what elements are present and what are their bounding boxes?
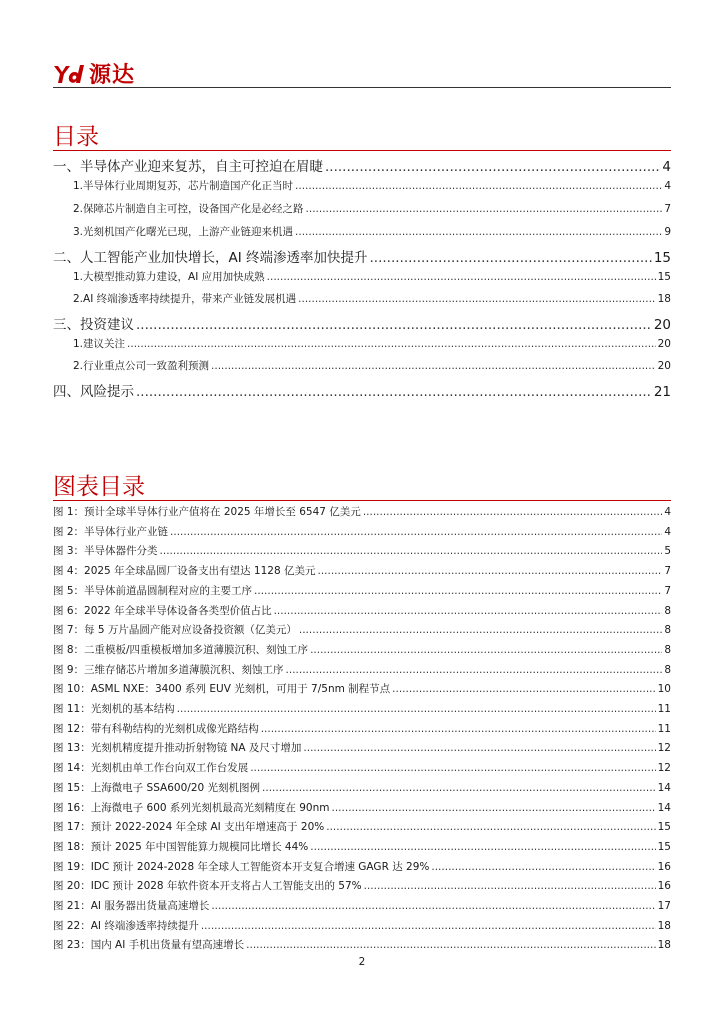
toc-entry-page: 4 <box>664 180 671 192</box>
toc-entry-page: 20 <box>653 317 671 333</box>
figure-entry[interactable] <box>53 839 671 855</box>
figure-entry-page: 8 <box>664 644 671 656</box>
figure-entry[interactable] <box>53 819 671 835</box>
figure-entry[interactable] <box>53 642 671 658</box>
figure-entry-label: 图 2：半导体行业产业链 <box>53 526 169 538</box>
figure-entry-page: 4 <box>664 506 671 518</box>
page-number: 2 <box>358 956 366 968</box>
figure-entry[interactable] <box>53 603 671 619</box>
toc-entry-label: 3.光刻机国产化曙光已现，上游产业链迎来机遇 <box>73 226 294 238</box>
dot-leader <box>261 723 656 735</box>
toc-chapter-entry[interactable] <box>53 313 671 333</box>
figure-entry[interactable] <box>53 800 671 816</box>
dot-leader <box>326 821 655 833</box>
figure-entry-page: 17 <box>657 900 671 912</box>
figure-entry-label: 图 13：光刻机精度提升推动折射物镜 NA 及尺寸增加 <box>53 742 302 754</box>
dot-leader <box>392 683 655 695</box>
dot-leader <box>136 384 652 400</box>
figure-entry-page: 8 <box>664 664 671 676</box>
toc-entry-page: 15 <box>657 271 671 283</box>
Yd-logo-icon <box>53 64 87 84</box>
toc-entry-label: 一、半导体产业迎来复苏，自主可控迫在眉睫 <box>53 159 323 175</box>
toc-title: 目录 <box>53 124 99 150</box>
figure-entry-page: 11 <box>657 723 671 735</box>
figure-entry-label: 图 1：预计全球半导体行业产值将在 2025 年增长至 6547 亿美元 <box>53 506 361 518</box>
dot-leader <box>299 624 662 636</box>
toc-entry-label: 二、人工智能产业加快增长，AI 终端渗透率加快提升 <box>53 250 368 266</box>
dot-leader <box>431 861 655 873</box>
dot-leader <box>160 545 663 557</box>
figure-entry[interactable] <box>53 721 671 737</box>
dot-leader <box>250 762 655 774</box>
figure-entry[interactable] <box>53 760 671 776</box>
dot-leader <box>303 742 655 754</box>
figure-entry-page: 14 <box>657 802 671 814</box>
dot-leader <box>295 226 662 238</box>
dot-leader <box>274 605 663 617</box>
figure-entry[interactable] <box>53 543 671 559</box>
toc-entry-page: 18 <box>657 293 671 305</box>
dot-leader <box>201 920 656 932</box>
figure-entry-page: 15 <box>657 821 671 833</box>
toc-entry-label: 1.半导体行业周期复苏，芯片制造国产化正当时 <box>73 180 294 192</box>
figure-entry-page: 16 <box>657 880 671 892</box>
dot-leader <box>254 585 662 597</box>
dot-leader <box>262 782 656 794</box>
figure-entry-label: 图 16：上海微电子 600 系列光刻机最高光刻精度在 90nm <box>53 802 330 814</box>
figure-entry-label: 图 12：带有科勒结构的光刻机成像光路结构 <box>53 723 259 735</box>
figure-entry-page: 7 <box>664 565 671 577</box>
dot-leader <box>177 703 656 715</box>
dot-leader <box>298 293 655 305</box>
figure-entry[interactable] <box>53 898 671 914</box>
dot-leader <box>136 317 652 333</box>
dot-leader <box>332 802 656 814</box>
figure-entry-label: 图 8：二重模板/四重模板增加多道薄膜沉积、刻蚀工序 <box>53 644 309 656</box>
toc-entry-label: 2.保障芯片制造自主可控，设备国产化是必经之路 <box>73 203 304 215</box>
figure-entry-page: 16 <box>657 861 671 873</box>
figure-entry[interactable] <box>53 701 671 717</box>
logo-text: 源达 <box>89 63 136 88</box>
figure-entry-label: 图 4：2025 年全球晶圆厂设备支出有望达 1128 亿美元 <box>53 565 316 577</box>
toc-section-entry[interactable] <box>53 336 671 352</box>
dot-leader <box>246 939 655 951</box>
figure-entry-page: 7 <box>664 585 671 597</box>
figure-entry-label: 图 15：上海微电子 SSA600/20 光刻机图例 <box>53 782 261 794</box>
dot-leader <box>310 841 655 853</box>
dot-leader <box>306 203 663 215</box>
toc-entry-label: 2.AI 终端渗透率持续提升，带来产业链发展机遇 <box>73 293 297 305</box>
dot-leader <box>295 180 662 192</box>
figure-entry-page: 14 <box>657 782 671 794</box>
toc-entry-label: 1.建议关注 <box>73 338 126 350</box>
figure-entry[interactable] <box>53 504 671 520</box>
figure-entry-label: 图 9：三维存储芯片增加多道薄膜沉积、刻蚀工序 <box>53 664 284 676</box>
figure-entry[interactable] <box>53 681 671 697</box>
toc-entry-page: 4 <box>662 159 671 175</box>
figure-entry-page: 11 <box>657 703 671 715</box>
figures-title-divider <box>53 500 671 501</box>
figure-entry[interactable] <box>53 740 671 756</box>
figure-entry[interactable] <box>53 583 671 599</box>
figure-entry[interactable] <box>53 918 671 934</box>
dot-leader <box>363 506 663 518</box>
figure-entry-label: 图 14：光刻机由单工作台向双工作台发展 <box>53 762 249 774</box>
figure-entry-page: 18 <box>657 920 671 932</box>
toc-chapter-entry[interactable] <box>53 155 671 175</box>
figure-entry-label: 图 20：IDC 预计 2028 年软件资本开支将占人工智能支出的 57% <box>53 880 362 892</box>
figure-entry[interactable] <box>53 622 671 638</box>
dot-leader <box>211 360 656 372</box>
figure-entry-page: 12 <box>657 742 671 754</box>
figure-entry-page: 8 <box>664 624 671 636</box>
figure-entry[interactable] <box>53 937 671 953</box>
brand-logo <box>53 58 135 89</box>
toc-entry-page: 20 <box>657 338 671 350</box>
figure-entry-label: 图 21：AI 服务器出货量高速增长 <box>53 900 210 912</box>
figures-title: 图表目录 <box>53 474 145 500</box>
figure-entry[interactable] <box>53 524 671 540</box>
toc-section-entry[interactable] <box>53 291 671 307</box>
toc-section-entry[interactable] <box>53 269 671 285</box>
figure-entry[interactable] <box>53 563 671 579</box>
toc-entry-label: 2.行业重点公司一致盈利预测 <box>73 360 210 372</box>
header-divider <box>53 87 671 88</box>
figure-entry-label: 图 18：预计 2025 年中国智能算力规模同比增长 44% <box>53 841 309 853</box>
toc-entry-page: 9 <box>664 226 671 238</box>
toc-entry-page: 20 <box>657 360 671 372</box>
dot-leader <box>211 900 655 912</box>
toc-chapter-entry[interactable] <box>53 380 671 400</box>
figure-entry-label: 图 7：每 5 万片晶圆产能对应设备投资额（亿美元） <box>53 624 297 636</box>
dot-leader <box>317 565 662 577</box>
toc-entry-page: 7 <box>664 203 671 215</box>
figure-entry-label: 图 5：半导体前道晶圆制程对应的主要工序 <box>53 585 253 597</box>
toc-section-entry[interactable] <box>53 224 671 240</box>
figure-entry-page: 15 <box>657 841 671 853</box>
figure-entry-label: 图 10：ASML NXE：3400 系列 EUV 光刻机，可用于 7/5nm 制程节点 <box>53 683 391 695</box>
figure-entry-page: 12 <box>657 762 671 774</box>
figure-entry-label: 图 3：半导体器件分类 <box>53 545 158 557</box>
figure-entry-page: 5 <box>664 545 671 557</box>
toc-entry-page: 15 <box>653 250 671 266</box>
figure-entry-label: 图 11：光刻机的基本结构 <box>53 703 175 715</box>
toc-entry-label: 1.大模型推动算力建设，AI 应用加快成熟 <box>73 271 265 283</box>
figure-entry-label: 图 22：AI 终端渗透率持续提升 <box>53 920 199 932</box>
dot-leader <box>127 338 656 350</box>
toc-entry-label: 三、投资建议 <box>53 317 134 333</box>
figure-entry-label: 图 19：IDC 预计 2024-2028 年全球人工智能资本开支复合增速 GAGR 达 29% <box>53 861 430 873</box>
dot-leader <box>370 250 652 266</box>
figure-entry-page: 10 <box>657 683 671 695</box>
toc-section-entry[interactable] <box>53 358 671 374</box>
dot-leader <box>267 271 656 283</box>
figure-entry-page: 8 <box>664 605 671 617</box>
figure-entry-label: 图 23：国内 AI 手机出货量有望高速增长 <box>53 939 245 951</box>
dot-leader <box>325 159 660 175</box>
dot-leader <box>364 880 656 892</box>
figure-entry[interactable] <box>53 780 671 796</box>
figure-entry-label: 图 17：预计 2022-2024 年全球 AI 支出年增速高于 20% <box>53 821 325 833</box>
figure-entry[interactable] <box>53 662 671 678</box>
figure-entry-page: 18 <box>657 939 671 951</box>
toc-title-divider <box>53 150 671 151</box>
dot-leader <box>310 644 662 656</box>
toc-section-entry[interactable] <box>53 201 671 217</box>
figure-entry-label: 图 6：2022 年全球半导体设备各类型价值占比 <box>53 605 272 617</box>
figure-entry[interactable] <box>53 859 671 875</box>
toc-section-entry[interactable] <box>53 178 671 194</box>
dot-leader <box>170 526 662 538</box>
toc-entry-label: 四、风险提示 <box>53 384 134 400</box>
dot-leader <box>286 664 663 676</box>
figure-entry[interactable] <box>53 878 671 894</box>
toc-entry-page: 21 <box>653 384 671 400</box>
figure-entry-page: 4 <box>664 526 671 538</box>
toc-chapter-entry[interactable] <box>53 246 671 266</box>
